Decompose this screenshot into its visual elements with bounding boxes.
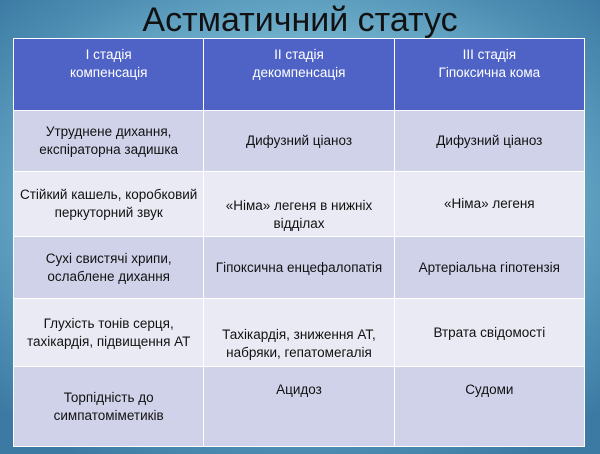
header-stage-label: ІІ стадія	[274, 47, 324, 62]
table-cell: «Німа» легеня	[394, 172, 584, 237]
table-row	[14, 111, 585, 172]
table-cell: Ацидоз	[204, 367, 394, 447]
table-cell: Торпідність до симпатоміметиків	[14, 367, 204, 447]
table-cell: Дифузний ціаноз	[394, 111, 584, 172]
table-cell: Сухі свистячі хрипи, ослаблене дихання	[14, 237, 204, 299]
table-row	[14, 299, 585, 367]
header-stage-name: Гіпоксична кома	[438, 65, 541, 80]
table-cell: Глухість тонів серця, тахікардія, підвищення АТ	[14, 299, 204, 367]
header-stage-label: ІІІ стадія	[462, 47, 517, 62]
header-stage-2	[204, 39, 394, 111]
table-cell: Гіпоксична енцефалопатія	[204, 237, 394, 299]
table-cell: Артеріальна гіпотензія	[394, 237, 584, 299]
table-cell: «Німа» легеня в нижніх відділах	[204, 172, 394, 237]
slide-title: Астматичний статус	[142, 1, 458, 39]
table-cell: Тахікардія, зниження АТ, набряки, гепатомегалія	[204, 299, 394, 367]
table-cell: Утруднене дихання, експіраторна задишка	[14, 111, 204, 172]
table-cell: Судоми	[394, 367, 584, 447]
header-stage-label: І стадія	[85, 47, 132, 62]
header-stage-name: декомпенсація	[252, 65, 346, 80]
table-cell: Дифузний ціаноз	[204, 111, 394, 172]
table-row	[14, 172, 585, 237]
table-cell: Втрата свідомості	[394, 299, 584, 367]
header-stage-1	[14, 39, 204, 111]
stages-table	[13, 38, 585, 447]
header-stage-name: компенсація	[69, 65, 148, 80]
table-row	[14, 367, 585, 447]
table-row	[14, 237, 585, 299]
table-cell: Стійкий кашель, коробковий перкуторний звук	[14, 172, 204, 237]
header-stage-3	[394, 39, 584, 111]
header-row	[14, 39, 585, 111]
